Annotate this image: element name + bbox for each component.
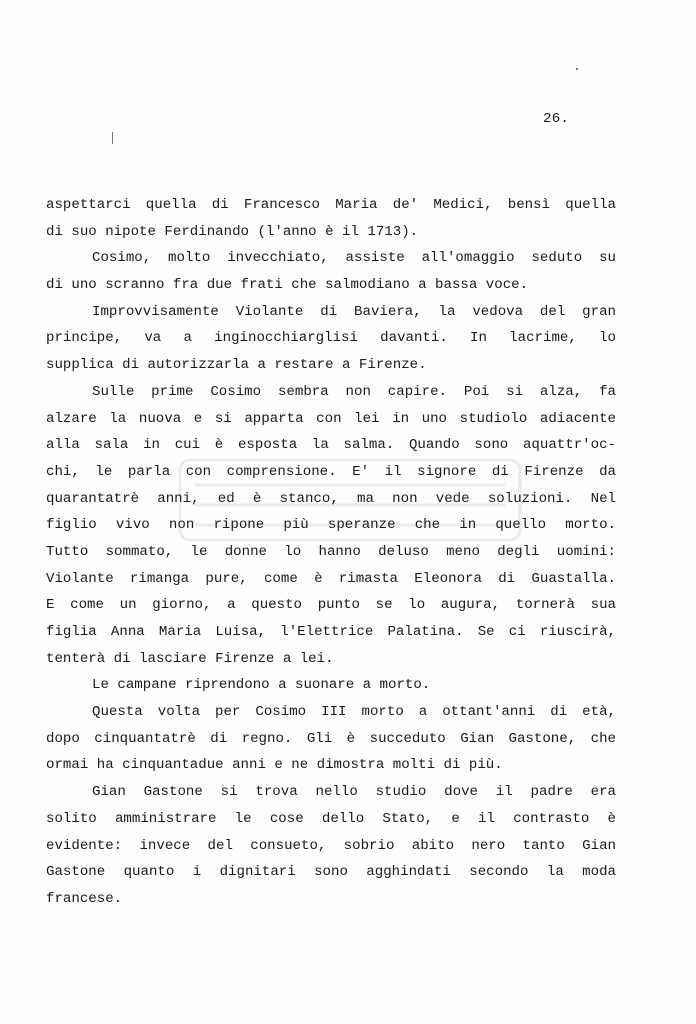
text-line: Cosimo, molto invecchiato, assiste all'omaggio seduto su [92,250,616,267]
text-line: principe, va a inginocchiarglisi davanti. In lacrime, lo [46,330,616,347]
text-line: dopo cinquantatrè di regno. Gli è succeduto Gian Gastone, che [46,730,616,747]
text-line: E come un giorno, a questo punto se lo augura, tornerà sua [46,597,616,614]
text-line: evidente: invece del consueto, sobrio abito nero tanto Gian [46,837,616,854]
text-line: Le campane riprendono a suonare a morto. [92,677,431,694]
text-line: Violante rimanga pure, come è rimasta Eleonora di Guastalla. [46,570,616,587]
text-line: Tutto sommato, le donne lo hanno deluso meno degli uomini: [46,543,616,560]
text-line: Questa volta per Cosimo III morto a ottant'anni di età, [92,704,616,721]
text-line: Improvvisamente Violante di Baviera, la vedova del gran [92,303,616,320]
text-line: alla sala in cui è esposta la salma. Quando sono aquattr'oc- [46,437,616,454]
text-line: aspettarci quella di Francesco Maria de' Medici, bensì quella [46,197,616,213]
text-line: figlio vivo non ripone più speranze che in quello morto. [46,517,616,534]
text-line: quarantatrè anni, ed è stanco, ma non vede soluzioni. Nel [46,490,616,507]
text-line: figlia Anna Maria Luisa, l'Elettrice Palatina. Se ci riuscirà, [46,624,616,640]
text-line: tenterà di lasciare Firenze a lei. [46,650,334,667]
text-line: Sulle prime Cosimo sembra non capire. Poi si alza, fa [92,383,616,400]
text-line: solito amministrare le cose dello Stato, e il contrasto è [46,810,616,827]
text-line: di suo nipote Ferdinando (l'anno è il 1713). [46,223,419,240]
scan-speck [112,132,113,144]
text-line: francese. [46,890,123,907]
scan-speck [576,68,578,70]
text-line: di uno scranno fra due frati che salmodiano a bassa voce. [46,277,529,294]
text-line: Gastone quanto i dignitari sono agghindati secondo la moda [46,864,616,881]
text-line: ormai ha cinquantadue anni e ne dimostra molti di più. [46,757,503,774]
text-line: alzare la nuova e si apparta con lei in uno studiolo adiacente [46,410,616,427]
text-line: supplica di autorizzarla a restare a Firenze. [46,357,427,374]
body-text [46,192,616,913]
text-line: chi, le parla con comprensione. E' il signore di Firenze da [46,463,616,480]
page-number: 26. [543,111,570,127]
text-line: Gian Gastone si trova nello studio dove il padre era [92,784,616,801]
